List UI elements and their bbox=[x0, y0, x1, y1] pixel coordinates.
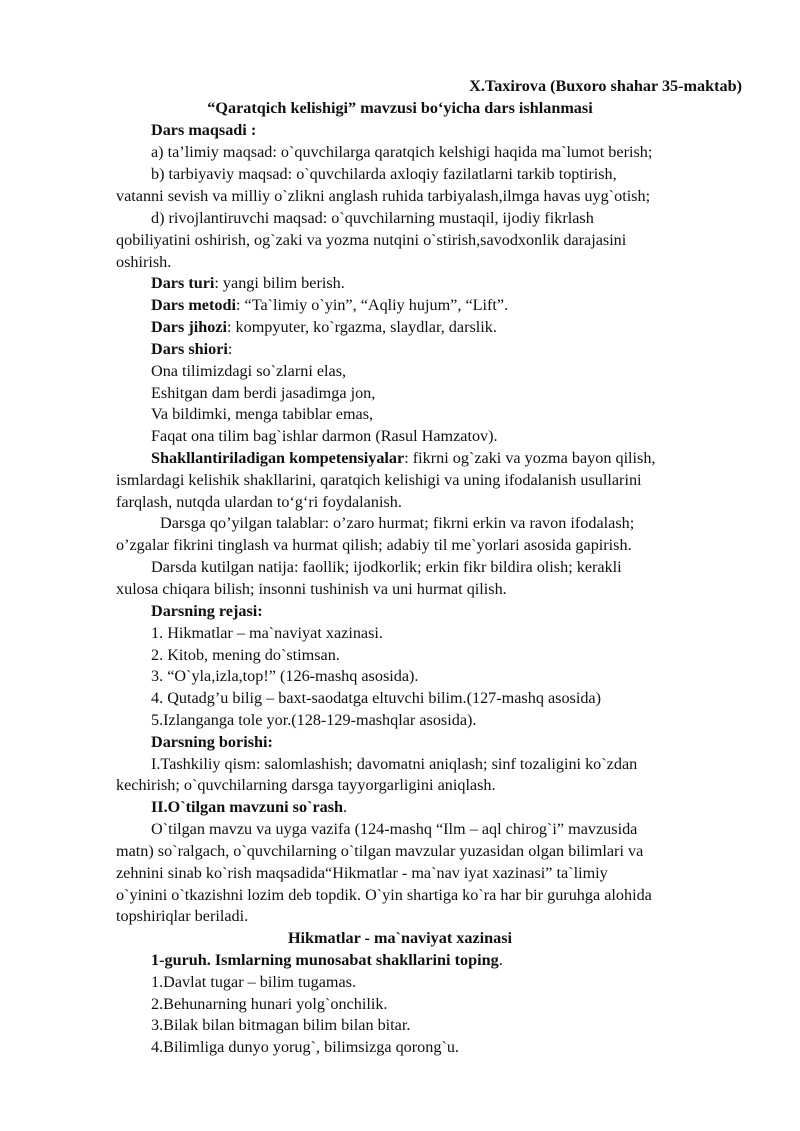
competencies-line1: Shakllantiriladigan kompetensiyalar: fikrni og`zaki va yozma bayon qilish, bbox=[151, 449, 656, 467]
poem-line-4: Faqat ona tilim bag`ishlar darmon (Rasul Hamzatov). bbox=[151, 427, 498, 445]
aim-b-line2: vatanni sevish va milliy o`zlikni anglash ruhida tarbiyalash,ilmga havas uyg`otish; bbox=[116, 187, 651, 205]
review-heading: II.O`tilgan mavzuni so`rash. bbox=[151, 798, 348, 816]
poem-line-1: Ona tilimizdagi so`zlarni elas, bbox=[151, 362, 347, 380]
lesson-type-label: Dars turi bbox=[151, 274, 215, 292]
game-item-1: 1.Davlat tugar – bilim tugamas. bbox=[151, 973, 356, 991]
lesson-equipment bbox=[151, 317, 497, 339]
review-line5: topshiriqlar beriladi. bbox=[116, 907, 249, 925]
lesson-motto: Dars shiori: bbox=[151, 340, 233, 358]
review-line1: O`tilgan mavzu va uyga vazifa (124-mashq “Ilm – aql chirog`i” mavzusida bbox=[151, 820, 638, 838]
aim-d-line3: oshirish. bbox=[116, 253, 172, 271]
plan-item-5: 5.Izlanganga tole yor.(128-129-mashqlar asosida). bbox=[151, 711, 477, 729]
aim-d-line1: d) rivojlantiruvchi maqsad: o`quvchilarning mustaqil, ijodiy fikrlash bbox=[151, 209, 594, 227]
document-title: “Qaratqich kelishigi” mavzusi bo‘yicha dars ishlanmasi bbox=[207, 99, 593, 117]
group1-heading: 1-guruh. Ismlarning munosabat shakllarini toping. bbox=[151, 951, 503, 969]
plan-item-4: 4. Qutadg’u bilig – baxt-saodatga eltuvchi bilim.(127-mashq asosida) bbox=[151, 689, 602, 707]
game-item-2: 2.Behunarning hunari yolg`onchilik. bbox=[151, 995, 388, 1013]
competencies-line3: farqlash, nutqda ulardan to‘g‘ri foydalanish. bbox=[116, 493, 402, 511]
plan-item-2: 2. Kitob, mening do`stimsan. bbox=[151, 646, 340, 664]
procedure-heading: Darsning borishi: bbox=[151, 733, 273, 751]
lesson-type-value: : yangi bilim berish. bbox=[214, 274, 345, 292]
lesson-method bbox=[151, 295, 508, 317]
lesson-method-label: Dars metodi bbox=[151, 296, 236, 314]
requirements-line1: Darsga qo’yilgan talablar: o’zaro hurmat; fikrni erkin va ravon ifodalash; bbox=[160, 514, 635, 532]
lesson-motto-label: Dars shiori bbox=[151, 340, 228, 358]
lesson-type bbox=[151, 273, 345, 295]
plan-item-3: 3. “O`yla,izla,top!” (126-mashq asosida). bbox=[151, 667, 419, 685]
review-line3: zehnini sinab ko`rish maqsadida“Hikmatlar - ma`nav iyat xazinasi” ta`limiy bbox=[116, 864, 608, 882]
game-item-3: 3.Bilak bilan bitmagan bilim bilan bitar. bbox=[151, 1016, 411, 1034]
review-line4: o`yinini o`tkazishni lozim deb topdik. O`yin shartiga ko`ra har bir guruhga alohida bbox=[116, 886, 652, 904]
lesson-method-value: : “Ta`limiy o`yin”, “Aqliy hujum”, “Lift”. bbox=[235, 296, 509, 314]
competencies-label: Shakllantiriladigan kompetensiyalar bbox=[151, 449, 405, 467]
plan-item-1: 1. Hikmatlar – ma`naviyat xazinasi. bbox=[151, 624, 383, 642]
poem-line-2: Eshitgan dam berdi jasadimga jon, bbox=[151, 384, 376, 402]
competencies-line2: ismlardagi kelishik shakllarini, qaratqich kelishigi va uning ifodalanish usullarini bbox=[116, 471, 642, 489]
aims-heading: Dars maqsadi : bbox=[151, 121, 257, 139]
game-title: Hikmatlar - ma`naviyat xazinasi bbox=[287, 929, 513, 947]
aim-a: a) ta’limiy maqsad: o`quvchilarga qaratqich kelshigi haqida ma`lumot berish; bbox=[151, 143, 653, 161]
plan-heading: Darsning rejasi: bbox=[151, 602, 263, 620]
procedure-org-line2: kechirish; o`quvchilarning darsga tayyorgarligini aniqlash. bbox=[116, 776, 496, 794]
lesson-equipment-value: : kompyuter, ko`rgazma, slaydlar, darslik. bbox=[226, 318, 497, 336]
expected-line1: Darsda kutilgan natija: faollik; ijodkorlik; erkin fikr bildira olish; kerakli bbox=[151, 558, 622, 576]
poem-line-3: Va bildimki, menga tabiblar emas, bbox=[151, 405, 374, 423]
game-item-4: 4.Bilimliga dunyo yorug`, bilimsizga qorong`u. bbox=[151, 1038, 459, 1056]
procedure-org-line1: I.Tashkiliy qism: salomlashish; davomatni aniqlash; sinf tozaligini ko`zdan bbox=[151, 755, 638, 773]
requirements-line2: o’zgalar fikrini tinglash va hurmat qilish; adabiy til me`yorlari asosida gapirish. bbox=[116, 536, 632, 554]
aim-b-line1: b) tarbiyaviy maqsad: o`quvchilarda axloqiy fazilatlarni tarkib toptirish, bbox=[151, 165, 617, 183]
author-line: X.Taxirova (Buxoro shahar 35-maktab) bbox=[469, 77, 742, 95]
aim-d-line2: qobiliyatini oshirish, og`zaki va yozma nutqini o`stirish,savodxonlik darajasini bbox=[116, 231, 627, 249]
lesson-equipment-label: Dars jihozi bbox=[151, 318, 227, 336]
expected-line2: xulosa chiqara bilish; insonni tushinish va uni hurmat qilish. bbox=[116, 580, 507, 598]
review-line2: matn) so`ralgach, o`quvchilarning o`tilgan mavzular yuzasidan olgan bilimlari va bbox=[116, 842, 644, 860]
